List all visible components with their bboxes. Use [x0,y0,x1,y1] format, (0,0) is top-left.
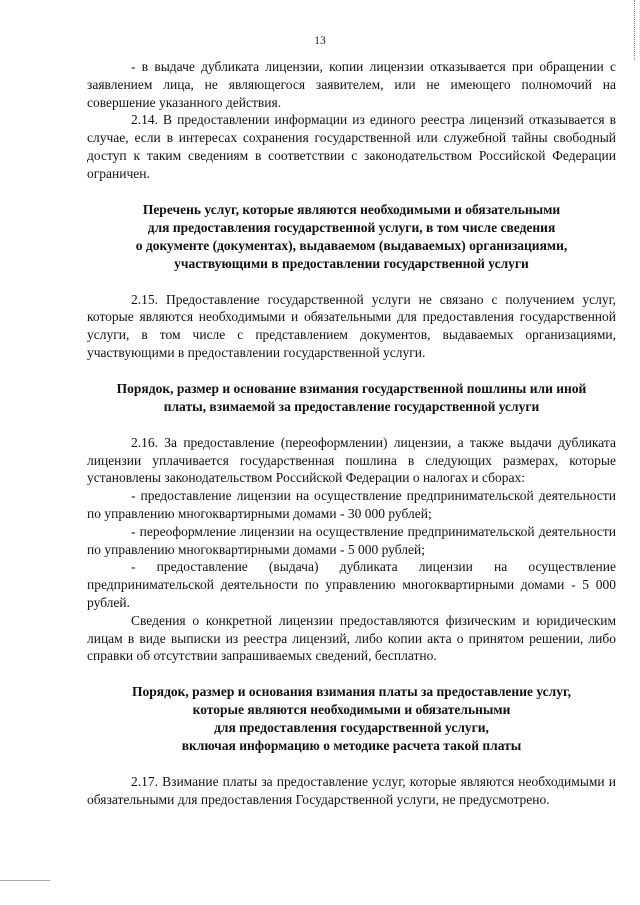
paragraph-2-17: 2.17. Взимание платы за предоставление услуг, которые являются необходимыми и обязательными для предоставления Государственной услуги, не предусмотрено. [87,774,616,807]
document-body [87,58,616,809]
section-heading-fee-procedure [87,683,616,755]
list-item-fee-granting: - предоставление лицензии на осуществление предпринимательской деятельности по управлению многоквартирными домами - 30 000 рублей; [87,488,616,521]
list-item-fee-reissue: - переоформление лицензии на осуществление предпринимательской деятельности по управлению многоквартирными домами - 5 000 рублей; [87,523,616,557]
heading-line: которые являются необходимыми и обязательными [192,702,511,718]
paragraph-2-16: 2.16. За предоставление (переоформлении) лицензии, а также выдачи дубликата лицензии уплачивается государственная пошлина в следующих размерах, которые установлены законодательством Российской Федерации о налогах и сборах: [87,434,616,486]
heading-line: для предоставления государственной услуги, [214,720,489,736]
paragraph-2-15: 2.15. Предоставление государственной услуги не связано с получением услуг, которые являются необходимыми и обязательными для предоставления государственной услуги, в том числе с представлением документов, выдаваемых организациями, участвующими в предоставлении государственной услуги. [87,291,616,360]
page-number: 13 [314,35,326,47]
heading-line: для предоставления государственной услуги, в том числе сведения [147,219,556,235]
scan-edge-mark [634,0,635,60]
section-heading-services-list [87,201,616,273]
heading-line: включая информацию о методике расчета такой платы [181,738,522,754]
list-item-fee-duplicate: - предоставление (выдача) дубликата лицензии на осуществление предпринимательской деятельности по управлению многоквартирными домами - 5 000 рублей. [87,559,616,610]
scan-bottom-mark [0,880,50,881]
heading-line: Порядок, размер и основания взимания платы за предоставление услуг, [132,684,571,700]
paragraph-2-14: 2.14. В предоставлении информации из единого реестра лицензий отказывается в случае, если в интересах сохранения государственной или служебной тайны свободный доступ к таким сведениям в соответствии с законодательством Российской Федерации ограничен. [87,112,616,181]
section-heading-state-fee [87,380,616,416]
paragraph-free-info: Сведения о конкретной лицензии предоставляются физическим и юридическим лицам в виде выписки из реестра лицензий, либо копии акта о принятом решении, либо справки об отсутствии запрашиваемых сведений, бесплатно. [87,612,616,664]
paragraph-refusal-duplicate: - в выдаче дубликата лицензии, копии лицензии отказывается при обращении с заявлением лица, не являющегося заявителем, или не имеющего полномочий на совершение указанного действия. [87,59,616,110]
heading-line: Перечень услуг, которые являются необходимыми и обязательными [142,201,561,217]
heading-line: о документе (документах), выдаваемом (выдаваемых) организациями, [135,237,568,253]
heading-line: Порядок, размер и основание взимания государственной пошлины или иной [116,380,587,396]
heading-line: участвующими в предоставлении государственной услуги [174,255,529,271]
heading-line: платы, взимаемой за предоставление государственной услуги [163,398,540,414]
